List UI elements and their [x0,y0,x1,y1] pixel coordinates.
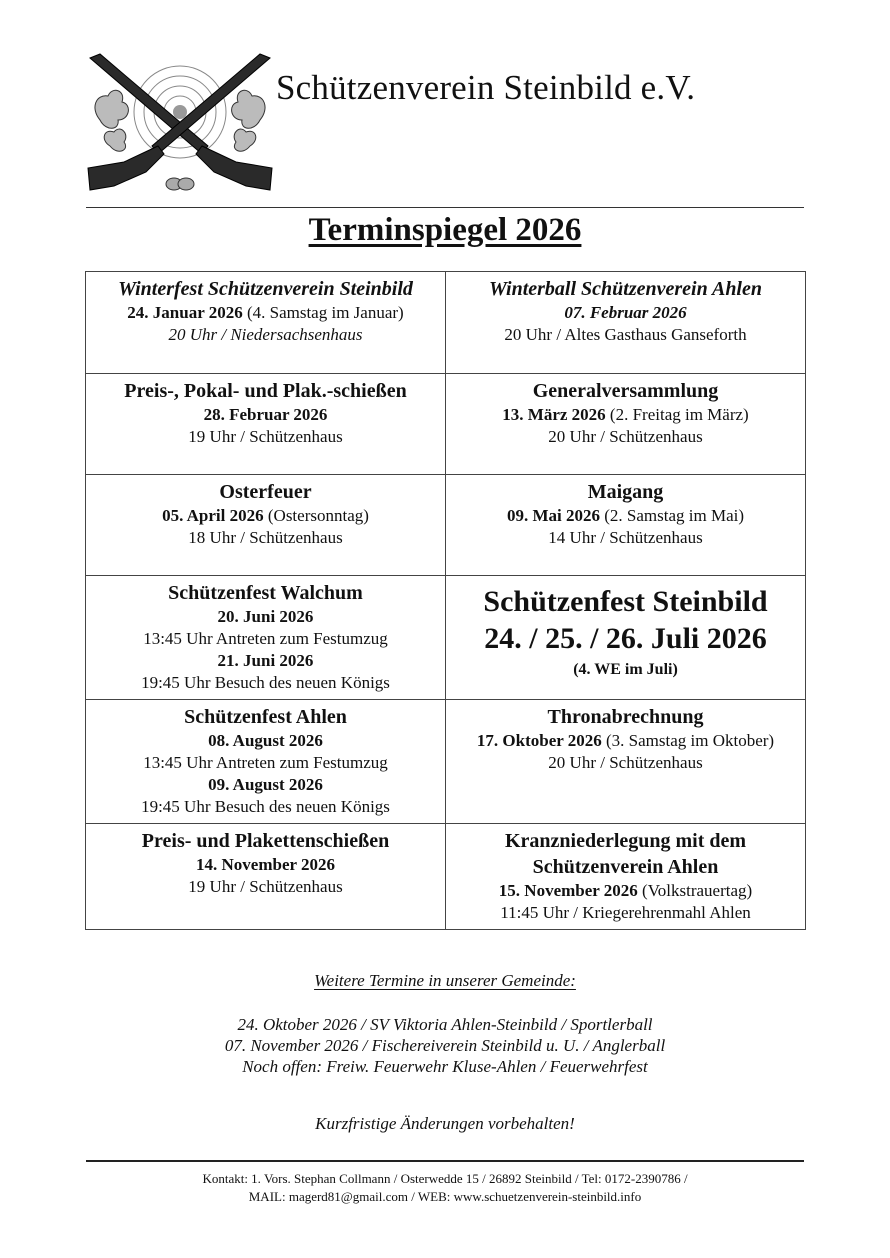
event-title: Thronabrechnung [547,706,704,728]
club-logo-icon [86,50,274,200]
event-cell-osterfeuer [86,475,446,576]
event-date-note: (Ostersonntag) [267,506,369,525]
list-item: 24. Oktober 2026 / SV Viktoria Ahlen-Steinbild / Sportlerball [237,1015,653,1034]
event-title: Preis-, Pokal- und Plak.-schießen [124,380,407,402]
event-details: 19 Uhr / Schützenhaus [188,427,343,446]
event-cell-winterball [446,272,806,374]
event-details: 14 Uhr / Schützenhaus [548,528,703,547]
event-cell-plaketten [86,824,446,930]
event-date: 09. Mai 2026 [506,506,600,525]
event-title: Schützenfest Ahlen [184,706,347,728]
event-title: Schützenverein Ahlen [532,856,719,878]
event-date: 09. August 2026 [208,775,323,794]
event-title: Preis- und Plakettenschießen [141,830,390,852]
event-details: 13:45 Uhr Antreten zum Festumzug [143,753,388,772]
event-cell-steinbild [446,576,806,700]
event-title: Maigang [587,481,664,503]
event-details: 11:45 Uhr / Kriegerehrenmahl Ahlen [500,903,751,922]
event-date: 24. / 25. / 26. Juli 2026 [484,622,767,655]
event-date: 21. Juni 2026 [217,651,314,670]
event-title: Kranzniederlegung mit dem [504,830,747,852]
event-title: Generalversammlung [532,380,719,402]
event-cell-winterfest [86,272,446,374]
footer-contact-line: Kontakt: 1. Vors. Stephan Collmann / Osterwedde 15 / 26892 Steinbild / Tel: 0172-2390786 / [202,1171,688,1186]
event-date: 15. November 2026 [498,881,638,900]
event-date-note: (4. WE im Juli) [573,661,678,678]
event-date-note: (Volkstrauertag) [642,881,753,900]
further-dates-heading: Weitere Termine in unserer Gemeinde: [314,971,576,990]
document-title: Terminspiegel 2026 [308,212,582,248]
event-date: 13. März 2026 [502,405,606,424]
footer-contact [0,1170,890,1206]
event-title: Osterfeuer [219,481,312,503]
events-table [85,271,806,930]
event-details: 19:45 Uhr Besuch des neuen Königs [141,797,390,816]
event-title: Winterball Schützenverein Ahlen [488,278,762,300]
event-date: 08. August 2026 [208,731,323,750]
list-item: 07. November 2026 / Fischereiverein Steinbild u. U. / Anglerball [224,1036,666,1055]
event-details: 19:45 Uhr Besuch des neuen Königs [141,673,390,692]
event-date: 17. Oktober 2026 [476,731,602,750]
event-details: 20 Uhr / Niedersachsenhaus [168,325,363,344]
event-date: 28. Februar 2026 [203,405,328,424]
event-details: 20 Uhr / Schützenhaus [548,753,703,772]
further-dates-list [0,1014,890,1077]
event-date-note: (2. Samstag im Mai) [604,506,745,525]
event-cell-kranz [446,824,806,930]
event-details: 18 Uhr / Schützenhaus [188,528,343,547]
event-date-note: (4. Samstag im Januar) [246,303,404,322]
event-cell-generalversammlung [446,374,806,475]
event-date-note: (3. Samstag im Oktober) [605,731,775,750]
event-title: Schützenfest Walchum [168,582,363,604]
footer-divider [86,1160,804,1162]
event-date: 14. November 2026 [196,855,335,874]
event-title: Winterfest Schützenverein Steinbild [118,278,413,300]
header-divider [86,207,804,208]
event-details: 13:45 Uhr Antreten zum Festumzug [143,629,388,648]
event-date: 20. Juni 2026 [217,607,314,626]
club-name: Schützenverein Steinbild e.V. [276,68,696,107]
event-details: 20 Uhr / Schützenhaus [548,427,703,446]
event-cell-pokal [86,374,446,475]
event-date-note: (2. Freitag im März) [609,405,749,424]
event-date: 24. Januar 2026 [127,303,243,322]
event-date: 07. Februar 2026 [564,303,687,322]
event-cell-thronabrechnung [446,700,806,824]
event-cell-walchum [86,576,446,700]
event-cell-maigang [446,475,806,576]
list-item: Noch offen: Freiw. Feuerwehr Kluse-Ahlen / Feuerwehrfest [242,1057,648,1076]
footer-contact-line: MAIL: magerd81@gmail.com / WEB: www.schuetzenverein-steinbild.info [248,1189,642,1204]
event-details: 19 Uhr / Schützenhaus [188,877,343,896]
event-date: 05. April 2026 [162,506,264,525]
event-title: Schützenfest Steinbild [483,585,768,618]
event-cell-ahlen [86,700,446,824]
event-details: 20 Uhr / Altes Gasthaus Ganseforth [504,325,747,344]
change-notice: Kurzfristige Änderungen vorbehalten! [315,1114,575,1133]
further-dates [0,970,890,1077]
